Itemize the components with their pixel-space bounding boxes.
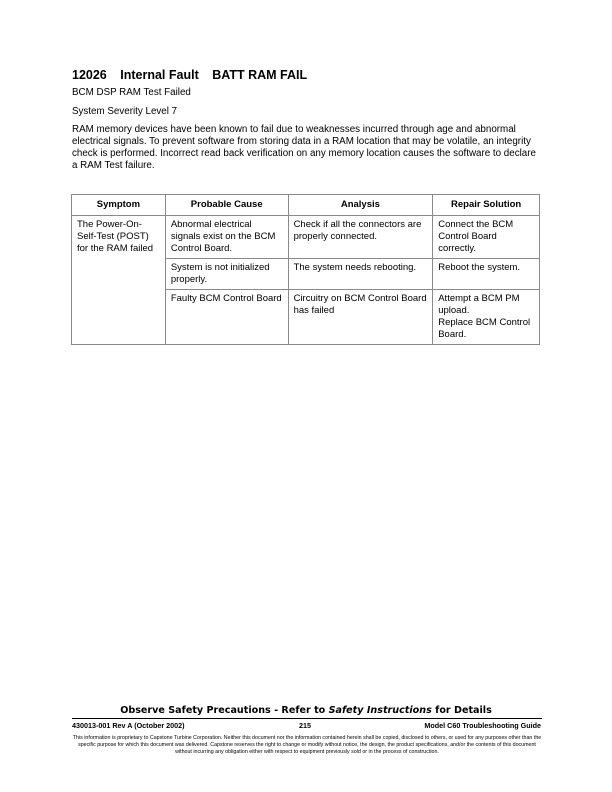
header-repair-solution: Repair Solution [433,195,540,216]
proprietary-disclaimer: This information is proprietary to Capstone Turbine Corporation. Neither this document nor the information contained herein shall be copied, disclosed to others, or used for any purposes other than the specific purpose for which this document was delivered. Capstone reserves the right to change or modify without notice, the design, the product specifications, and/or the contents of this document without incurring any obligation either with respect to equipment previously sold or in the process of construction. [72,735,542,755]
fault-subtitle: BCM DSP RAM Test Failed [72,87,191,98]
guide-title: Model C60 Troubleshooting Guide [424,721,541,730]
analysis-cell: Check if all the connectors are properly connected. [288,216,433,259]
cause-cell: Faulty BCM Control Board [165,290,288,345]
safety-notice [0,705,612,716]
troubleshooting-table [71,194,540,345]
header-probable-cause: Probable Cause [165,195,288,216]
page-number: 215 [299,721,311,730]
fault-code: 12026 [72,68,107,82]
fault-name: BATT RAM FAIL [212,68,308,82]
safety-instructions-ref: Safety Instructions [328,705,432,716]
solution-cell: Attempt a BCM PM upload. Replace BCM Control Board. [433,290,540,345]
document-number: 430013-001 Rev A (October 2002) [72,721,185,730]
footer-divider [72,718,542,719]
fault-type: Internal Fault [120,68,199,82]
analysis-cell: The system needs rebooting. [288,259,433,290]
fault-heading [72,68,317,82]
safety-prefix: Observe Safety Precautions - Refer to [120,705,329,716]
header-symptom: Symptom [72,195,166,216]
cause-cell: System is not initialized properly. [165,259,288,290]
severity-level: System Severity Level 7 [72,106,178,117]
solution-cell: Connect the BCM Control Board correctly. [433,216,540,259]
table-header-row [72,195,540,216]
safety-suffix: for Details [431,705,492,716]
fault-description: RAM memory devices have been known to fail due to weaknesses incurred through age and abnormal electrical signals. To prevent software from storing data in a RAM location that may be volatile, an integrity check is performed. Incorrect read back verification on any memory location causes the software to declare a RAM Test failure. [72,124,536,171]
symptom-cell: The Power-On-Self-Test (POST) for the RAM failed [72,216,166,345]
header-analysis: Analysis [288,195,433,216]
table-row [72,216,540,259]
solution-cell: Reboot the system. [433,259,540,290]
cause-cell: Abnormal electrical signals exist on the BCM Control Board. [165,216,288,259]
analysis-cell: Circuitry on BCM Control Board has failed [288,290,433,345]
